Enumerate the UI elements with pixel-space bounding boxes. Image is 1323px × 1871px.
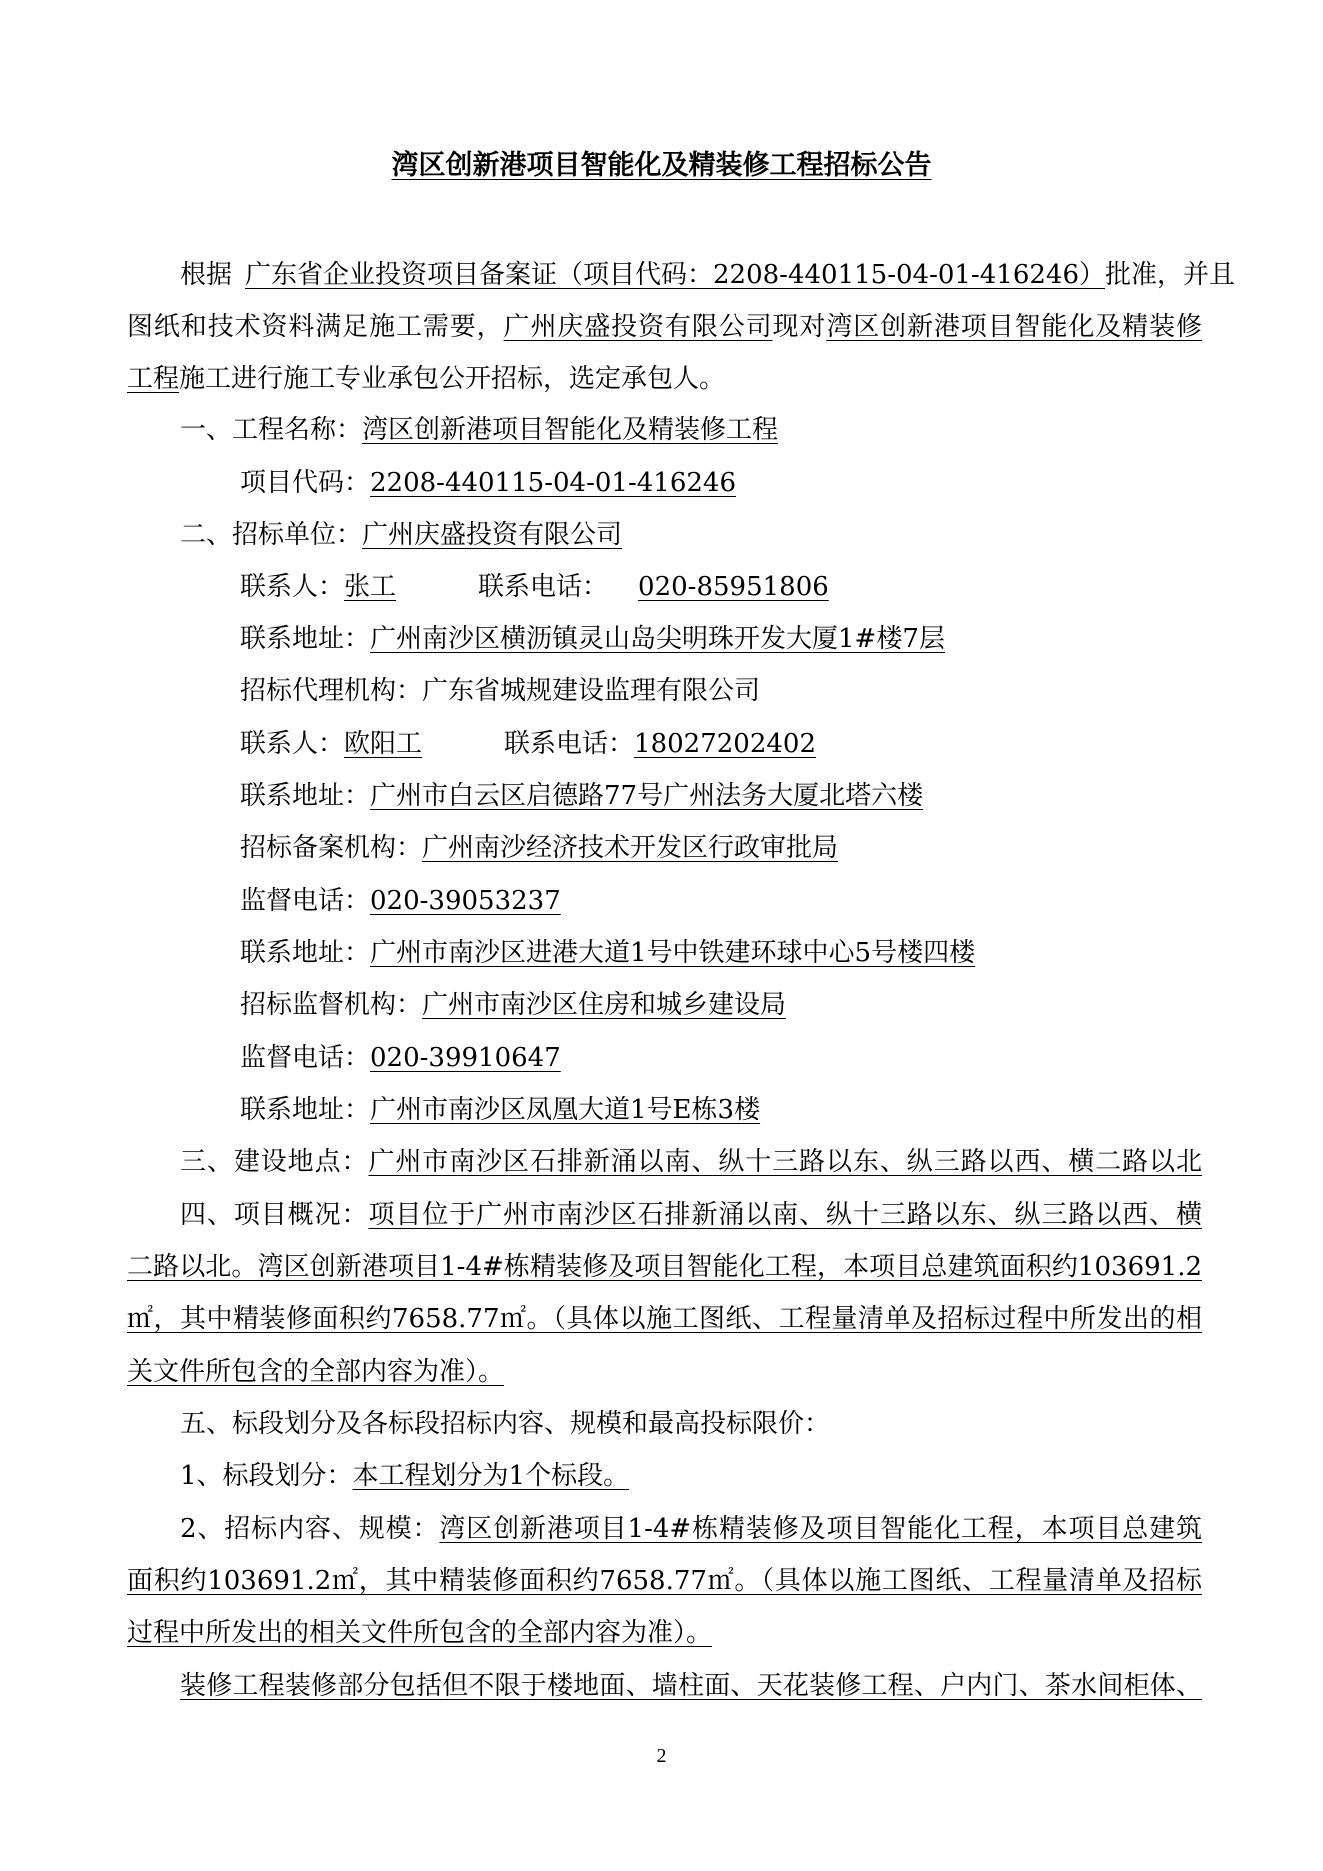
filing-agency: 招标备案机构：广州南沙经济技术开发区行政审批局 [240, 833, 839, 863]
supervision-address: 联系地址：广州市南沙区凤凰大道1号E栋3楼 [240, 1095, 761, 1125]
scope-line-1: 2、招标内容、规模：湾区创新港项目1-4#栋精装修及项目智能化工程，本项目总建筑 [180, 1514, 1202, 1544]
overview-line-4: 关文件所包含的全部内容为准）。 [127, 1357, 505, 1387]
section-1-project-name: 一、工程名称：湾区创新港项目智能化及精装修工程 [180, 415, 779, 445]
intro-line-2: 图纸和技术资料满足施工需要，广州庆盛投资有限公司现对湾区创新港项目智能化及精装修 [127, 312, 1202, 342]
overview-line-3: ㎡，其中精装修面积约7658.77㎡。（具体以施工图纸、工程量清单及招标过程中所发出的相 [127, 1304, 1202, 1334]
lot-division: 1、标段划分：本工程划分为1个标段。 [180, 1461, 630, 1491]
tenderer-name: 广州庆盛投资有限公司 [503, 312, 773, 342]
section-2-tenderer: 二、招标单位：广州庆盛投资有限公司 [180, 520, 623, 550]
filing-certificate: 广东省企业投资项目备案证（项目代码：2208-440115-04-01-416246） [245, 260, 1105, 290]
section-4-overview-line-1: 四、项目概况：项目位于广州市南沙区石排新涌以南、纵十三路以东、纵三路以西、横 [180, 1200, 1202, 1230]
intro-line-1: 根据 广东省企业投资项目备案证（项目代码：2208-440115-04-01-416246）批准，并且 [180, 260, 1236, 290]
overview-line-2: 二路以北。湾区创新港项目1-4#栋精装修及项目智能化工程，本项目总建筑面积约103691.2 [127, 1252, 1202, 1282]
scope-line-2: 面积约103691.2㎡，其中精装修面积约7658.77㎡。（具体以施工图纸、工程量清单及招标 [127, 1566, 1202, 1596]
section-3-location: 三、建设地点：广州市南沙区石排新涌以南、纵十三路以东、纵三路以西、横二路以北 [180, 1147, 1202, 1177]
agency: 招标代理机构：广东省城规建设监理有限公司 [240, 676, 761, 706]
agency-address: 联系地址：广州市白云区启德路77号广州法务大厦北塔六楼 [240, 781, 924, 811]
project-code: 项目代码：2208-440115-04-01-416246 [240, 468, 736, 498]
page-title: 湾区创新港项目智能化及精装修工程招标公告 [391, 150, 932, 181]
filing-phone: 监督电话：020-39053237 [240, 886, 561, 916]
supervision-agency: 招标监督机构：广州市南沙区住房和城乡建设局 [240, 990, 787, 1020]
project-name-inline: 湾区创新港项目智能化及精装修 [826, 312, 1202, 342]
tenderer-address: 联系地址：广州南沙区横沥镇灵山岛尖明珠开发大厦1#楼7层 [240, 624, 945, 654]
supervision-phone: 监督电话：020-39910647 [240, 1043, 561, 1073]
scope-line-3: 过程中所发出的相关文件所包含的全部内容为准）。 [127, 1618, 713, 1648]
section-5-heading: 五、标段划分及各标段招标内容、规模和最高投标限价： [180, 1409, 831, 1439]
page-number: 2 [656, 1745, 667, 1767]
tenderer-contact-line: 联系人：张工 联系电话： 020-85951806 [240, 572, 829, 602]
decoration-scope-line: 装修工程装修部分包括但不限于楼地面、墙柱面、天花装修工程、户内门、茶水间柜体、 [180, 1671, 1202, 1701]
agency-contact-line: 联系人：欧阳工 联系电话：18027202402 [240, 729, 817, 759]
filing-address: 联系地址：广州市南沙区进港大道1号中铁建环球中心5号楼四楼 [240, 938, 976, 968]
intro-line-3: 工程施工进行施工专业承包公开招标，选定承包人。 [127, 364, 726, 394]
